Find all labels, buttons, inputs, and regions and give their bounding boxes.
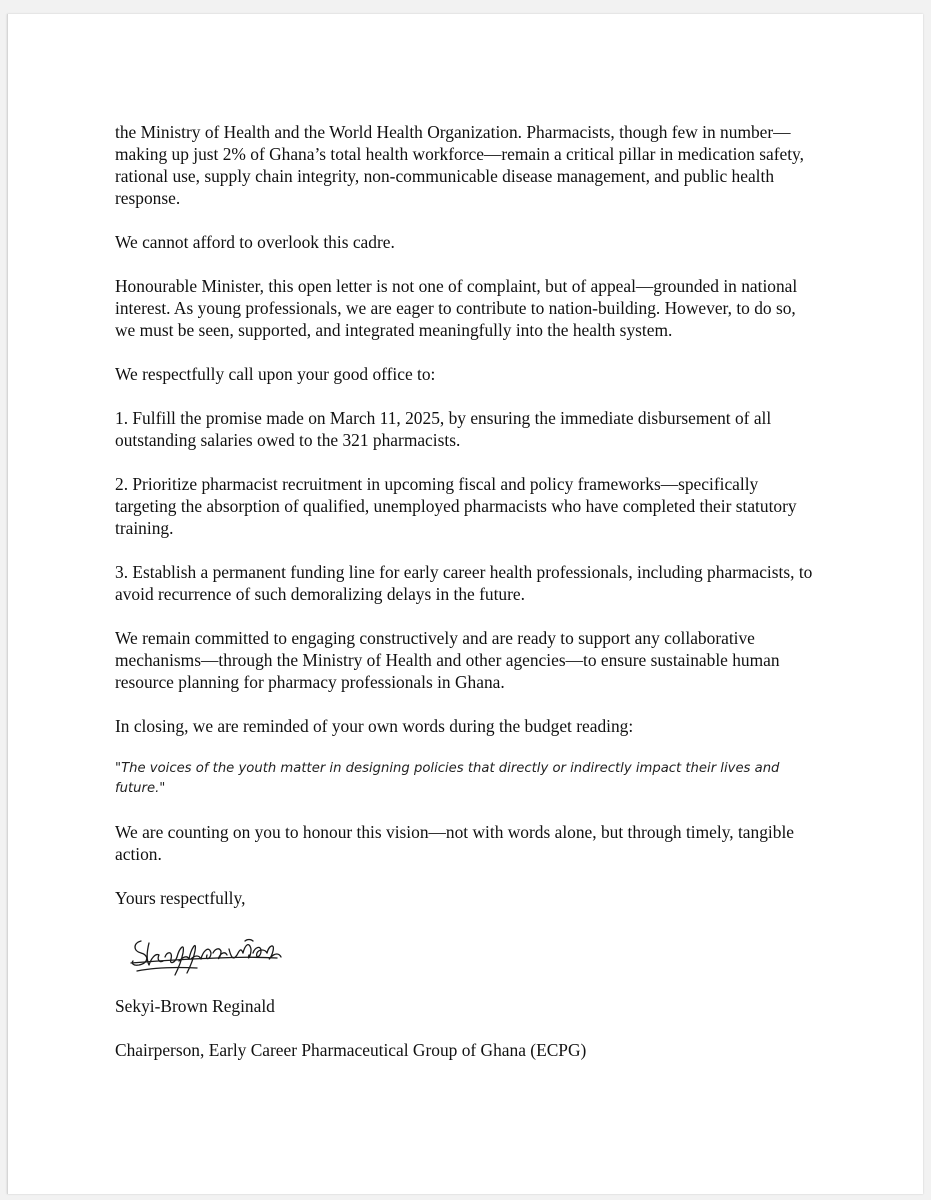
paragraph-final-appeal: We are counting on you to honour this vision—not with words alone, but through timely, tangible action. [115, 822, 794, 864]
paragraph-commitment: We remain committed to engaging constructively and are ready to support any collaborative mechanisms—through the Ministry of Health and other agencies—to ensure sustainable human resource planning for pharmacy professionals in Ghana. [115, 628, 780, 692]
paragraph-call: We respectfully call upon your good office to: [115, 364, 436, 384]
letter-page [7, 14, 923, 1194]
signer-name: Sekyi-Brown Reginald [115, 996, 275, 1016]
budget-quote: "The voices of the youth matter in designing policies that directly or indirectly impact their lives and future." [115, 761, 780, 796]
paragraph-appeal: Honourable Minister, this open letter is not one of complaint, but of appeal—grounded in national interest. As young professionals, we are eager to contribute to nation-building. However, to do so, we must be seen, supported, and integrated meaningfully into the health system. [115, 276, 798, 340]
request-item-3: 3. Establish a permanent funding line for early career health professionals, including pharmacists, to avoid recurrence of such demoralizing delays in the future. [115, 562, 813, 604]
request-item-2: 2. Prioritize pharmacist recruitment in upcoming fiscal and policy frameworks—specifically targeting the absorption of qualified, unemployed pharmacists who have completed their statutory training. [115, 474, 797, 538]
sign-off: Yours respectfully, [115, 888, 246, 908]
paragraph-closing-intro: In closing, we are reminded of your own words during the budget reading: [115, 716, 634, 736]
handwritten-signature [127, 931, 287, 981]
signer-title: Chairperson, Early Career Pharmaceutical Group of Ghana (ECPG) [115, 1040, 587, 1060]
letter-body [115, 121, 815, 1083]
request-item-1: 1. Fulfill the promise made on March 11, 2025, by ensuring the immediate disbursement of all outstanding salaries owed to the 321 pharmacists. [115, 408, 772, 450]
paragraph-cadre: We cannot afford to overlook this cadre. [115, 232, 395, 252]
paragraph-workforce: the Ministry of Health and the World Health Organization. Pharmacists, though few in number—making up just 2% of Ghana’s total health workforce—remain a critical pillar in medication safety, rational use, supply chain integrity, non-communicable disease management, and public health response. [115, 122, 804, 208]
